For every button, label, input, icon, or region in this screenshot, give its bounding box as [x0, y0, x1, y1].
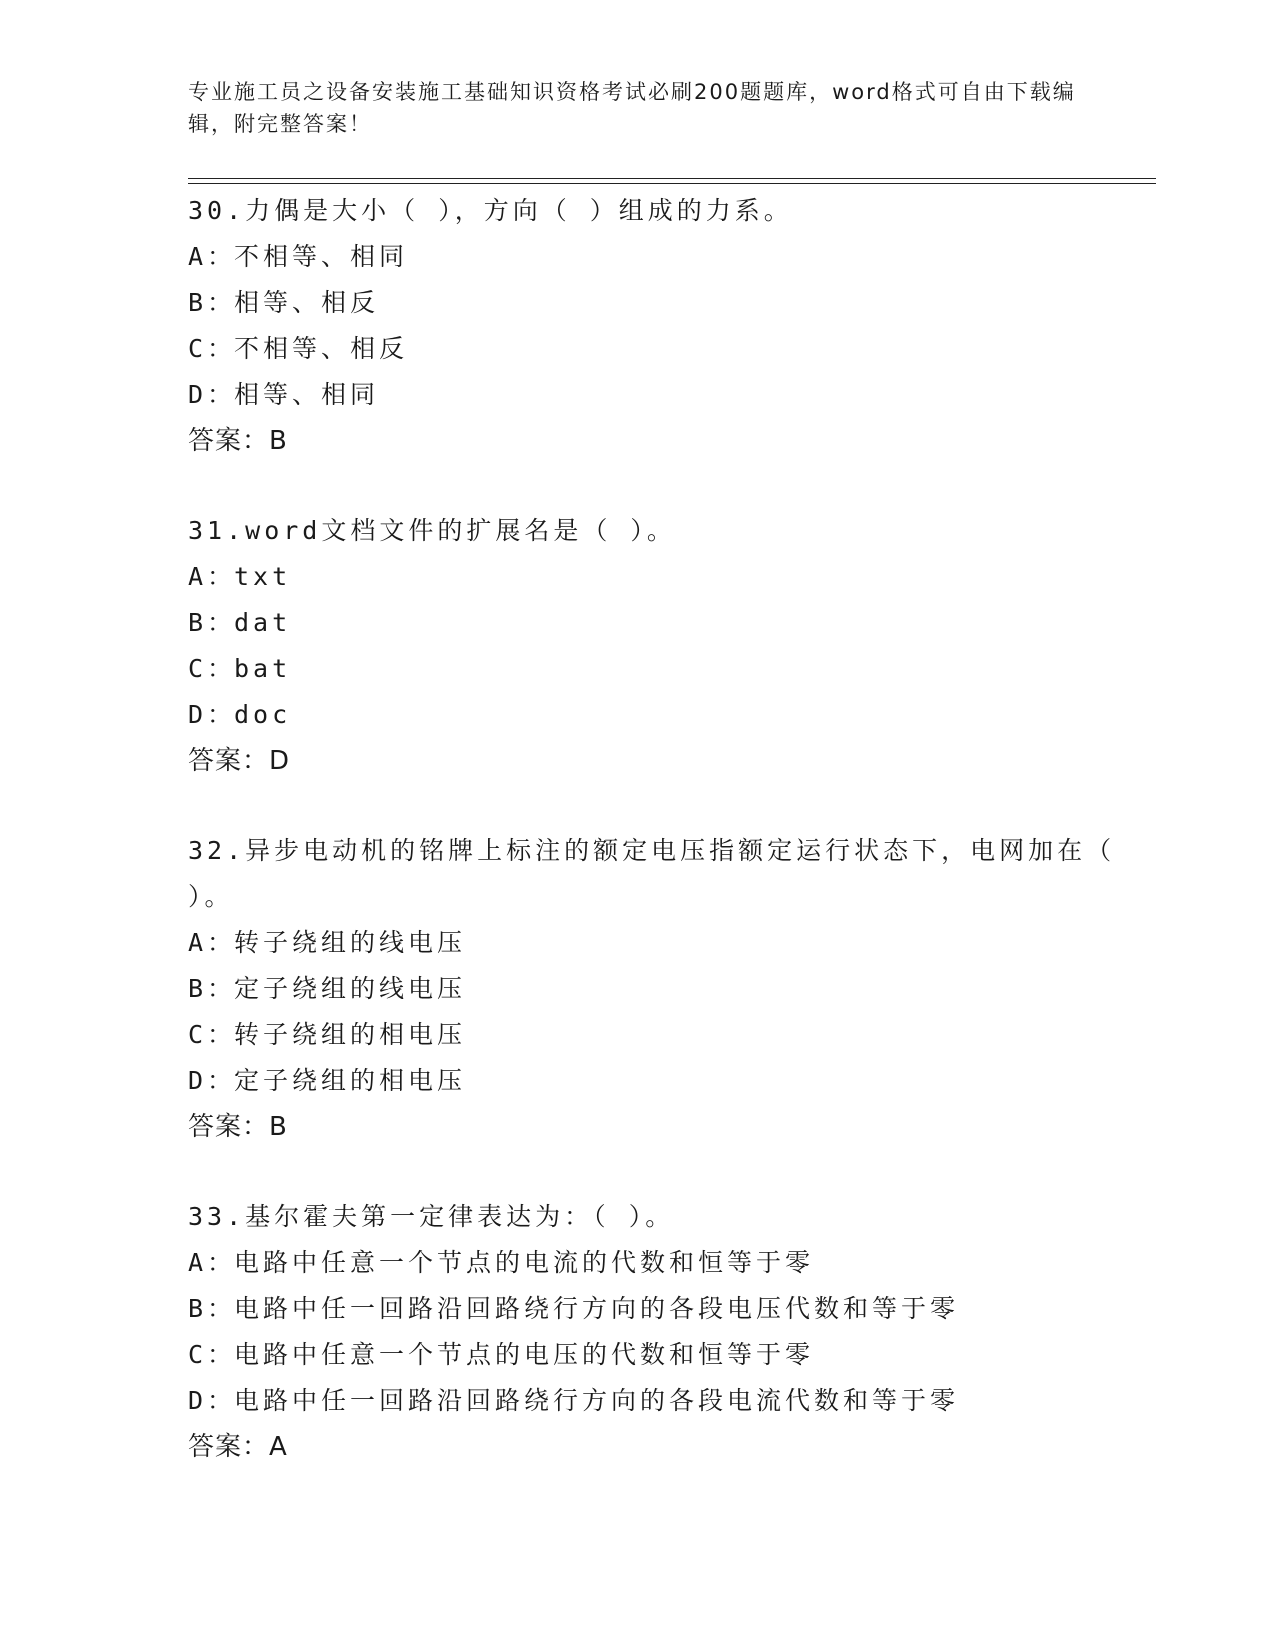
- option-letter: B：: [188, 608, 237, 637]
- option-b: [188, 1286, 1128, 1332]
- option-text: 相等、相反: [234, 288, 380, 317]
- option-text: txt: [234, 562, 292, 591]
- header-divider-bottom: [188, 183, 1156, 184]
- option-letter: A：: [188, 562, 237, 591]
- option-text: 不相等、相反: [234, 334, 409, 363]
- option-text: 电路中任一回路沿回路绕行方向的各段电压代数和等于零: [234, 1294, 960, 1323]
- option-text: 电路中任意一个节点的电压的代数和恒等于零: [234, 1340, 815, 1369]
- option-a: [188, 234, 1128, 280]
- question-stem: 31.word文档文件的扩展名是（ ）。: [188, 516, 676, 545]
- option-text: dat: [234, 608, 292, 637]
- option-text: 不相等、相同: [234, 242, 409, 271]
- answer-label: 答案：B: [188, 1112, 288, 1142]
- option-letter: C：: [188, 1020, 237, 1049]
- option-a: [188, 1240, 1128, 1286]
- option-letter: B：: [188, 1294, 237, 1323]
- answer-label: 答案：B: [188, 426, 288, 456]
- question-31: [188, 508, 1128, 784]
- question-stem: 32.异步电动机的铭牌上标注的额定电压指额定运行状态下，电网加在（ ）。: [188, 836, 1135, 911]
- option-letter: C：: [188, 654, 237, 683]
- option-text: 转子绕组的线电压: [234, 928, 467, 957]
- option-letter: B：: [188, 974, 237, 1003]
- option-text: 定子绕组的相电压: [234, 1066, 467, 1095]
- option-d: [188, 372, 1128, 418]
- document-header: [188, 76, 1088, 140]
- option-text: 电路中任一回路沿回路绕行方向的各段电流代数和等于零: [234, 1386, 960, 1415]
- answer-label: 答案：D: [188, 746, 291, 776]
- option-text: bat: [234, 654, 292, 683]
- question-stem: 30.力偶是大小（ ），方向（ ）组成的力系。: [188, 196, 793, 225]
- option-b: [188, 280, 1128, 326]
- option-text: 电路中任意一个节点的电流的代数和恒等于零: [234, 1248, 815, 1277]
- option-d: [188, 1058, 1128, 1104]
- option-letter: D：: [188, 1066, 237, 1095]
- question-stem: 33.基尔霍夫第一定律表达为：（ ）。: [188, 1202, 675, 1231]
- option-b: [188, 966, 1128, 1012]
- option-letter: D：: [188, 700, 237, 729]
- option-d: [188, 1378, 1128, 1424]
- option-text: 相等、相同: [234, 380, 380, 409]
- option-letter: D：: [188, 380, 237, 409]
- option-b: [188, 600, 1128, 646]
- option-c: [188, 646, 1128, 692]
- question-32: [188, 828, 1135, 1150]
- option-text: 定子绕组的线电压: [234, 974, 467, 1003]
- option-c: [188, 326, 1128, 372]
- answer-label: 答案：A: [188, 1432, 288, 1462]
- option-letter: A：: [188, 1248, 237, 1277]
- option-a: [188, 554, 1128, 600]
- header-divider-top: [188, 178, 1156, 179]
- option-letter: B：: [188, 288, 237, 317]
- option-a: [188, 920, 1128, 966]
- option-letter: D：: [188, 1386, 237, 1415]
- question-30: [188, 188, 1128, 464]
- header-title: 专业施工员之设备安装施工基础知识资格考试必刷200题题库，word格式可自由下载编辑，附完整答案！: [188, 80, 1076, 136]
- option-letter: A：: [188, 242, 237, 271]
- option-d: [188, 692, 1128, 738]
- option-c: [188, 1012, 1128, 1058]
- option-letter: C：: [188, 1340, 237, 1369]
- question-33: [188, 1194, 1128, 1470]
- option-text: doc: [234, 700, 292, 729]
- option-c: [188, 1332, 1128, 1378]
- option-text: 转子绕组的相电压: [234, 1020, 467, 1049]
- option-letter: A：: [188, 928, 237, 957]
- option-letter: C：: [188, 334, 237, 363]
